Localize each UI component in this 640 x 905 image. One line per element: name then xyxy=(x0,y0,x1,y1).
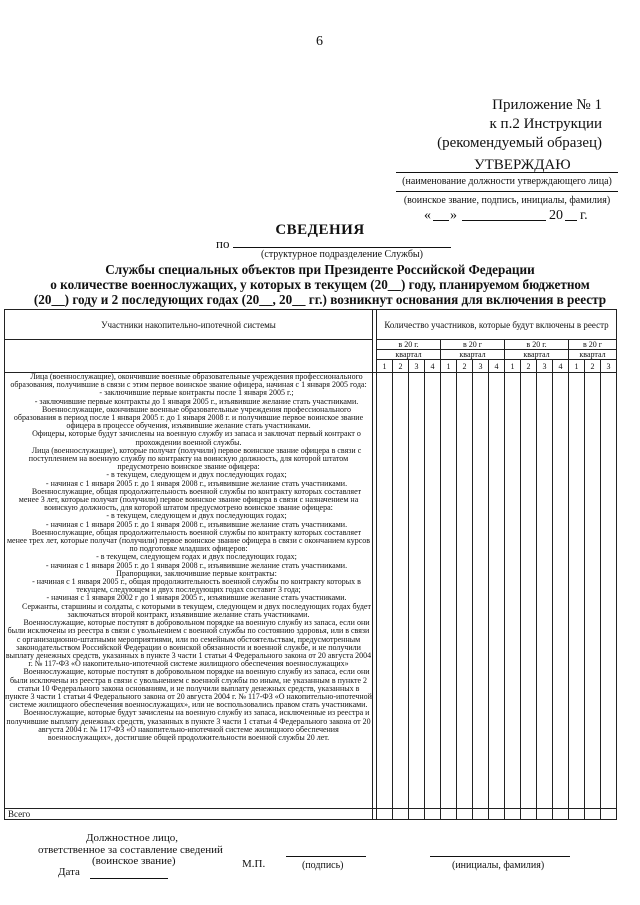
year-header-2: в 20 г xyxy=(441,340,505,350)
count-cell xyxy=(409,373,425,809)
appendix-line2: к п.2 Инструкции xyxy=(489,116,602,132)
quarter-label-3: квартал xyxy=(505,350,569,360)
para: Лица (военнослужащие), которые получат (получили) первое воинское звание офицера в связи с поступлением на военную службу по контракту на воинскую должность, для которой штатом предусмотрено воинское звание офицера: xyxy=(28,445,362,472)
total-cell xyxy=(537,809,553,820)
para: Прапорщики, заключившие первые контракты: xyxy=(116,568,277,578)
page-number: 6 xyxy=(316,34,323,49)
quarter-number: 1 xyxy=(569,360,585,373)
official-line2: ответственное за составление сведений xyxy=(38,844,223,856)
subdivision-caption: (структурное подразделение Службы) xyxy=(261,249,423,260)
count-cell xyxy=(521,373,537,809)
para: Военнослужащие, которые будут зачислены на военную службу из запаса, исключенные из реестра и получившие выплату денежных средств, указанных в пункте 3 части 1 статьи 4 Федерального закона от 20 августа 2004 г. № 117-ФЗ «О накопительно-ипотечной системе жилищного обеспечения военнослужащих», достигшие общей продолжительности военной службы 20 лет. xyxy=(6,708,371,742)
quarter-number: 2 xyxy=(521,360,537,373)
quarter-number: 3 xyxy=(601,360,617,373)
appendix-line1: Приложение № 1 xyxy=(492,97,602,113)
quarter-label-4: квартал xyxy=(569,350,617,360)
date-year-line xyxy=(565,220,577,221)
col-participants-header: Участники накопительно-ипотечной системы xyxy=(5,310,373,340)
count-cell xyxy=(569,373,585,809)
count-cell xyxy=(489,373,505,809)
quarter-label-1: квартал xyxy=(377,350,441,360)
count-cell xyxy=(393,373,409,809)
approver-rank-caption: (воинское звание, подпись, инициалы, фамилия) xyxy=(403,195,611,206)
count-cell xyxy=(473,373,489,809)
date-line xyxy=(90,878,168,879)
count-cell xyxy=(457,373,473,809)
count-cell xyxy=(425,373,441,809)
stamp-label: М.П. xyxy=(242,858,266,870)
subdivision-line xyxy=(233,247,451,248)
quarter-number: 4 xyxy=(489,360,505,373)
total-cell xyxy=(585,809,601,820)
quarter-number: 3 xyxy=(537,360,553,373)
total-cell xyxy=(553,809,569,820)
para: - заключившие первые контракты до 1 января 2005 г., изъявившие желание стать участниками. xyxy=(34,396,359,406)
total-label: Всего xyxy=(5,809,373,820)
total-cell xyxy=(393,809,409,820)
date-open-quote: « xyxy=(424,208,431,223)
rank-caption: (воинское звание) xyxy=(92,855,176,867)
quarter-number: 3 xyxy=(409,360,425,373)
total-cell xyxy=(505,809,521,820)
para: - начиная с 1 января 2002 г до 1 января 2005 г., изъявившие желание стать участниками. xyxy=(46,593,347,603)
date-year-prefix: 20 xyxy=(549,208,563,223)
date-year-suffix: г. xyxy=(580,208,588,223)
para: Военнослужащие, которые поступят в добровольном порядке на военную службу из запаса, если они были исключены из реестра в связи с увольнением с военной службы по состоянию здоровья, или в связи с организационно-штатными мероприятиями, или по семейным обстоятельствам, предусмотренным законодательством Российской Федерации о воинской обязанности и военной службе, и не получили выплату денежных средств, указанных в пункте 3 части 1 статьи 4 Федерального закона от 20 августа 2004 г. № 117-ФЗ «О накопительно-ипотечной системе жилищного обеспечения военнослужащих» xyxy=(5,618,372,669)
total-cell xyxy=(601,809,617,820)
para: Лица (военнослужащие), окончившие военные образовательные учреждения профессионального образования, получившие в связи с этим первое воинское звание офицера, начиная с 1 января 2005 года: xyxy=(10,372,367,390)
total-cell xyxy=(457,809,473,820)
para: - заключившие первые контракты после 1 января 2005 г.; xyxy=(99,388,294,398)
para: Военнослужащие, окончившие военные образовательные учреждения профессионального образования в период после 1 января 2005 г. до 1 января 2008 г. и получившие первое воинское звание офицера в процессе обучения, изъявившие желание стать участниками. xyxy=(13,404,364,431)
date-day-line xyxy=(433,220,449,221)
year-header-1: в 20 г. xyxy=(377,340,441,350)
participants-blank-cell xyxy=(5,340,373,373)
date-month-line xyxy=(462,220,546,221)
para: - начиная с 1 января 2005 г. до 1 января 2008 г., изъявившие желание стать участниками. xyxy=(45,519,348,529)
quarter-number: 1 xyxy=(441,360,457,373)
count-cell xyxy=(537,373,553,809)
approve-label: УТВЕРЖДАЮ xyxy=(474,157,571,173)
header-line3: (20__) году и 2 последующих годах (20__, 20__ гг.) возникнут основания для включения в реестр xyxy=(33,292,607,307)
date-label: Дата xyxy=(58,866,80,878)
name-caption: (инициалы, фамилия) xyxy=(452,860,545,871)
date-close-quote: » xyxy=(450,208,457,223)
official-line1: Должностное лицо, xyxy=(86,832,178,844)
registry-table xyxy=(4,309,617,820)
quarter-number: 4 xyxy=(553,360,569,373)
para: Офицеры, которые будут зачислены на военную службу из запаса и заключат первый контракт о прохождении военной службы. xyxy=(32,429,361,447)
para: - в текущем, следующем годах и двух последующих годах; xyxy=(96,552,297,562)
total-cell xyxy=(521,809,537,820)
approver-rank-line xyxy=(396,191,618,192)
count-cell xyxy=(441,373,457,809)
total-cell xyxy=(377,809,393,820)
quarter-number: 1 xyxy=(377,360,393,373)
para: - начиная с 1 января 2005 г., общая продолжительность военной службы по контракту которых в текущем, следующем и двух последующих годах составит 3 года; xyxy=(32,577,361,595)
appendix-line3: (рекомендуемый образец) xyxy=(437,135,602,151)
document-title: СВЕДЕНИЯ xyxy=(275,222,365,238)
header-line1: Службы специальных объектов при Президенте Российской Федерации xyxy=(105,262,535,277)
total-cell xyxy=(473,809,489,820)
approver-position-line xyxy=(396,172,618,173)
by-label: по xyxy=(216,236,230,251)
para: Сержанты, старшины и солдаты, с которыми в текущем, следующем и двух последующих годах будет заключаться второй контракт, изъявившие желание стать участниками. xyxy=(22,601,371,619)
total-cell xyxy=(425,809,441,820)
count-cell xyxy=(377,373,393,809)
year-header-3: в 20 г. xyxy=(505,340,569,350)
quarter-number: 2 xyxy=(393,360,409,373)
para: Военнослужащие, общая продолжительность военной службы по контракту которых составляет менее 3 лет, которые получат (получили) первое воинское звание офицера в связи с назначением на воинскую должность, для которой штатом предусмотрено воинское звание офицера: xyxy=(18,486,362,513)
quarter-number: 2 xyxy=(457,360,473,373)
total-cell xyxy=(441,809,457,820)
para: - в текущем, следующем и двух последующих годах; xyxy=(106,470,287,480)
header-line2: о количестве военнослужащих, у которых в текущем (20__) году, планируемом бюджетном xyxy=(50,277,590,292)
para: - начиная с 1 января 2005 г. до 1 января 2008 г., изъявившие желание стать участниками. xyxy=(45,560,348,570)
total-cell xyxy=(489,809,505,820)
participants-description xyxy=(5,373,373,809)
approver-position-caption: (наименование должности утверждающего лица) xyxy=(402,176,612,187)
quarter-number: 4 xyxy=(425,360,441,373)
signature-line xyxy=(286,856,366,857)
col-count-header: Количество участников, которые будут включены в реестр xyxy=(377,310,617,340)
count-cell xyxy=(601,373,617,809)
total-cell xyxy=(409,809,425,820)
quarter-number: 1 xyxy=(505,360,521,373)
quarter-number: 2 xyxy=(585,360,601,373)
para: - в текущем, следующем и двух последующих годах; xyxy=(106,511,287,521)
quarter-number: 3 xyxy=(473,360,489,373)
para: Военнослужащие, которые поступят в добровольном порядке на военную службу из запаса, если они были исключены из реестра в связи с увольнением с военной службы по иным, не указанным в пункте 2 статьи 10 Федерального закона основаниям, и не получили выплату денежных средств, указанных в пункте 3 части 1 статьи 4 Федерального закона от 20 августа 2004 г. № 117-ФЗ «О накопительно-ипотечной системе жилищного обеспечения военнослужащих», или не воспользовались правом стать участниками. xyxy=(5,667,372,710)
para: - начиная с 1 января 2005 г. до 1 января 2008 г., изъявившие желание стать участниками. xyxy=(45,478,348,488)
count-cell xyxy=(585,373,601,809)
count-cell xyxy=(553,373,569,809)
total-cell xyxy=(569,809,585,820)
para: Военнослужащие, общая продолжительность военной службы по контракту которых составляет менее трех лет, которые получат (получили) первое воинское звание офицера в связи с окончанием курсов по подготовке младших офицеров: xyxy=(6,527,371,554)
name-line xyxy=(430,856,570,857)
signature-caption: (подпись) xyxy=(302,860,344,871)
quarter-label-2: квартал xyxy=(441,350,505,360)
year-header-4: в 20 г xyxy=(569,340,617,350)
count-cell xyxy=(505,373,521,809)
